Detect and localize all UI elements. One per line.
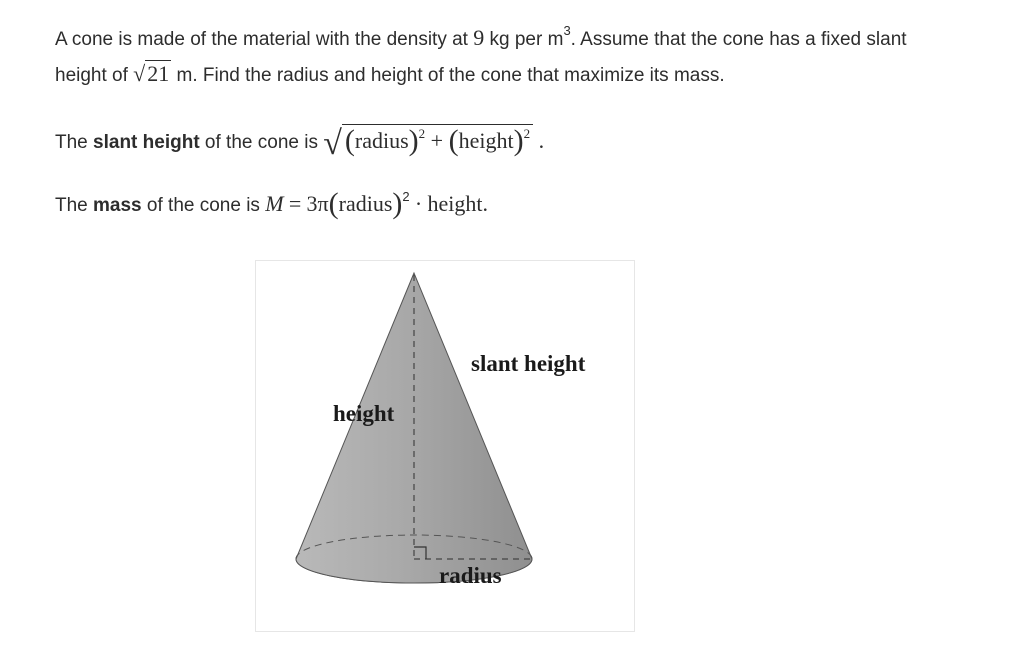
problem-line-2 [55,62,725,88]
radius-label: radius [439,563,502,588]
slant-height-term: slant height [93,132,200,153]
cone-figure [255,260,635,632]
radius-term: radius [338,191,393,216]
mass-variable: M [265,191,284,216]
sqrt-expression: √21 [133,61,170,86]
exponent: 2 [523,126,531,141]
problem-text: . Assume that the cone has a fixed slant [570,29,907,50]
height-term: height. [427,191,489,216]
dot-operator: · [414,191,423,216]
slant-height-label: slant height [471,351,586,376]
slant-formula-line [55,124,545,162]
height-term: height [458,128,514,153]
slant-text: The [55,132,94,153]
slant-formula: √ (radius)$^2$ + (height)$^2$ . [323,124,545,162]
mass-text: The [55,195,94,216]
exponent: 2 [418,126,426,141]
exponent: 3 [563,23,571,38]
plus-sign: + [430,128,444,153]
coefficient: 3π [306,191,329,216]
slant-value: 21 [147,61,170,86]
problem-text: kg per m [484,29,564,50]
problem-text: m. Find the radius and height of the cone that maximize its mass. [171,65,725,86]
slant-text: of the cone is [199,132,324,153]
period: . [538,128,545,153]
density-value: 9 [473,25,485,50]
equals-sign: = [288,191,302,216]
problem-text: A cone is made of the material with the density at [55,29,474,50]
problem-line-1 [55,23,907,53]
mass-text: of the cone is [141,195,266,216]
height-label: height [333,401,395,426]
exponent: 2 [402,189,410,204]
mass-term: mass [93,195,142,216]
mass-formula-line: The mass of the cone is M = 3π(radius)$^2$ · height. [55,187,489,220]
radius-term: radius [354,128,409,153]
problem-text: height of [55,65,134,86]
